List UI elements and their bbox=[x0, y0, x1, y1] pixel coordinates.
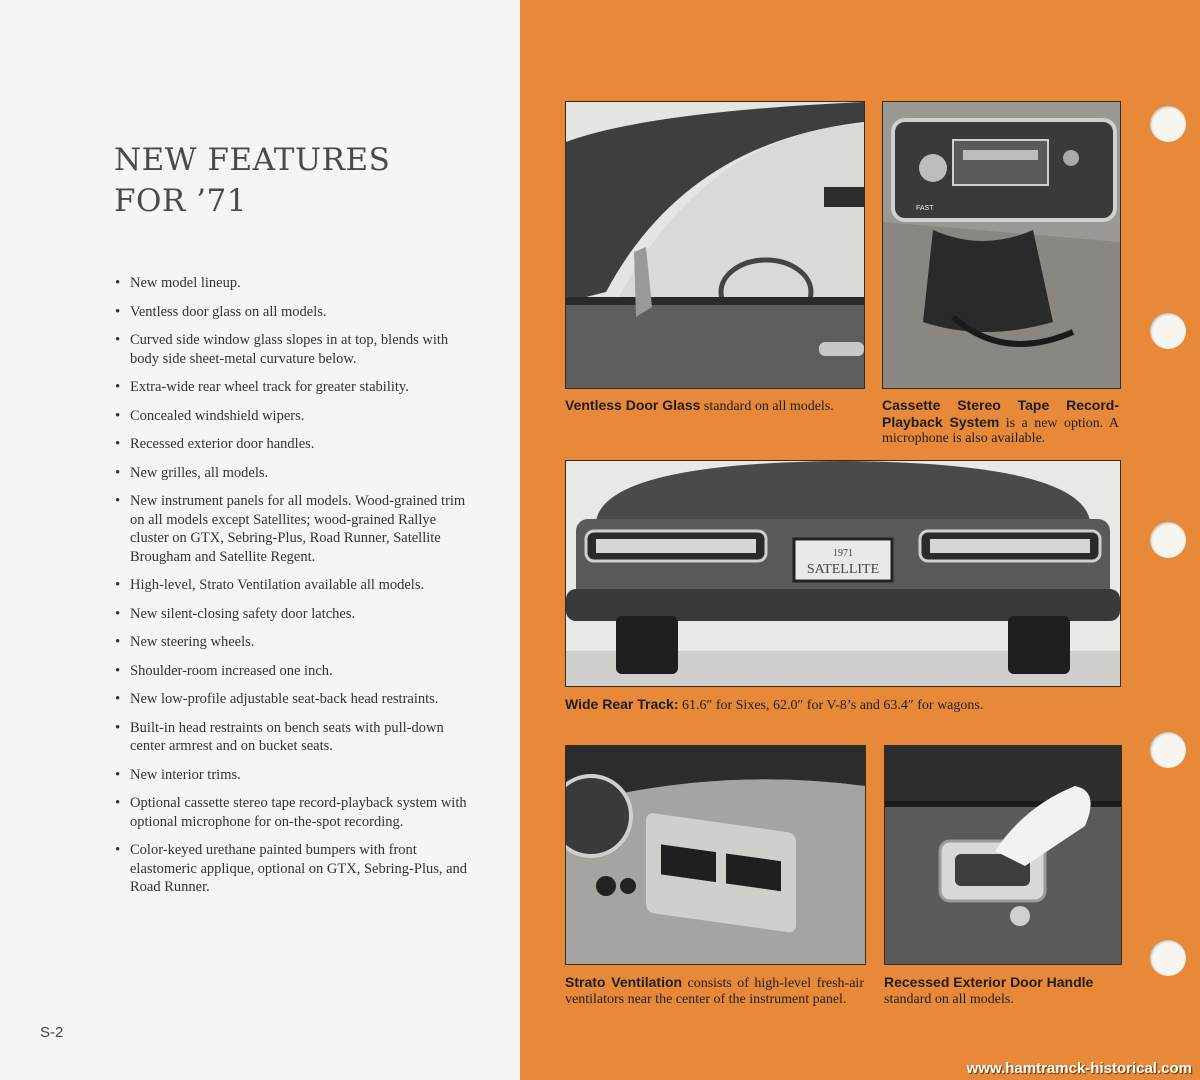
caption-strato-text: consists of high-level fresh-air ventilators near the center of the instrument panel. bbox=[565, 976, 864, 1007]
list-item: • Ventless door glass on all models. bbox=[114, 303, 474, 322]
binder-hole bbox=[1150, 732, 1186, 768]
caption-strato-bold: Strato Ventilation bbox=[565, 974, 683, 990]
list-item: • Extra-wide rear wheel track for greater stability. bbox=[114, 378, 474, 397]
list-item: • New model lineup. bbox=[114, 274, 474, 293]
page-number: S-2 bbox=[40, 1024, 64, 1041]
caption-handle-text: standard on all models. bbox=[884, 991, 1014, 1007]
list-item: • Built-in head restraints on bench seats with pull-down center armrest and on bucket seats. bbox=[114, 719, 474, 756]
photo-strato-ventilation bbox=[565, 745, 866, 965]
list-item: • Curved side window glass slopes in at top, blends with body side sheet-metal curvature below. bbox=[114, 331, 474, 368]
list-item: • Color-keyed urethane painted bumpers with front elastomeric applique, optional on GTX, Sebring-Plus, and Road Runner. bbox=[114, 841, 474, 897]
title-line-1: NEW FEATURES bbox=[114, 142, 391, 178]
photo-ventless-door-glass bbox=[565, 101, 865, 389]
caption-recessed-door-handle bbox=[884, 975, 1124, 1007]
photo-wide-rear-track bbox=[565, 460, 1121, 687]
caption-handle-bold: Recessed Exterior Door Handle bbox=[884, 974, 1094, 990]
caption-wide-rear-track bbox=[565, 697, 1005, 714]
list-item: • New silent-closing safety door latches. bbox=[114, 605, 474, 624]
binder-hole bbox=[1150, 106, 1186, 142]
feature-list bbox=[114, 274, 474, 907]
caption-cassette-stereo bbox=[882, 398, 1119, 447]
page-title bbox=[114, 140, 390, 222]
caption-ventless-door-glass bbox=[565, 398, 865, 415]
binder-hole bbox=[1150, 940, 1186, 976]
photo-recessed-door-handle bbox=[884, 745, 1122, 965]
site-watermark: www.hamtramck-historical.com bbox=[966, 1060, 1192, 1077]
caption-ventless-bold: Ventless Door Glass bbox=[565, 397, 701, 413]
binder-hole bbox=[1150, 522, 1186, 558]
binder-hole bbox=[1150, 313, 1186, 349]
caption-strato-ventilation bbox=[565, 975, 864, 1007]
caption-cassette-text: is a new option. A microphone is also available. bbox=[882, 415, 1119, 446]
photo-cassette-stereo bbox=[882, 101, 1121, 389]
list-item: • New steering wheels. bbox=[114, 633, 474, 652]
list-item: • New grilles, all models. bbox=[114, 464, 474, 483]
list-item: • New interior trims. bbox=[114, 766, 474, 785]
cassette-fast-label: FAST bbox=[916, 205, 934, 212]
left-text-page bbox=[0, 0, 520, 1080]
list-item: • Shoulder-room increased one inch. bbox=[114, 662, 474, 681]
title-line-2: FOR ’71 bbox=[114, 183, 247, 219]
caption-cassette-bold: Cassette Stereo Tape Record-Playback System bbox=[882, 397, 1119, 430]
plate-year: 1971 bbox=[833, 548, 853, 559]
list-item: • Concealed windshield wipers. bbox=[114, 407, 474, 426]
plate-name: SATELLITE bbox=[806, 562, 880, 577]
list-item: • New low-profile adjustable seat-back head restraints. bbox=[114, 690, 474, 709]
list-item: • High-level, Strato Ventilation available all models. bbox=[114, 576, 474, 595]
caption-track-text: 61.6″ for Sixes, 62.0″ for V-8’s and 63.4″ for wagons. bbox=[678, 698, 984, 713]
list-item: • Recessed exterior door handles. bbox=[114, 435, 474, 454]
caption-track-bold: Wide Rear Track: bbox=[565, 696, 679, 712]
caption-ventless-text: standard on all models. bbox=[700, 399, 834, 414]
list-item: • Optional cassette stereo tape record-playback system with optional microphone for on-the-spot recording. bbox=[114, 794, 474, 831]
list-item: • New instrument panels for all models. Wood-grained trim on all models except Satellites; wood-grained Rallye cluster on GTX, Sebring-Plus, Road Runner, Satellite Brougham and Satellite Regent. bbox=[114, 492, 474, 566]
